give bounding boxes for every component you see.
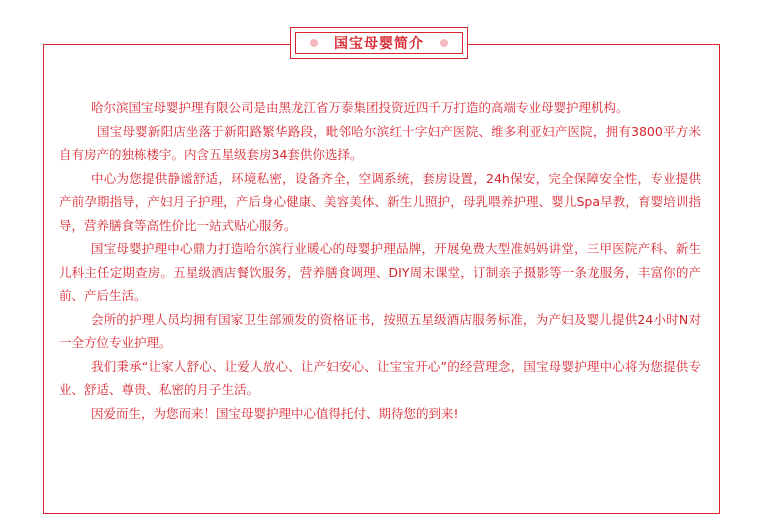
title-inner-border <box>295 32 463 54</box>
title-banner <box>290 27 468 59</box>
paragraph-closing: 因爱而生，为您而来！国宝母婴护理中心值得托付、期待您的到来! <box>91 405 459 421</box>
paragraph-company: 哈尔滨国宝母婴护理有限公司是由黑龙江省万泰集团投资近四千万打造的高端专业母婴护理机构。 <box>91 100 629 115</box>
paragraph-location: 国宝母婴新阳店坐落于新阳路繁华路段，毗邻哈尔滨红十字妇产医院、维多利亚妇产医院，拥有3800平方米自有房产的独栋楼宇。内含五星级套房34套供你选择。 <box>59 123 701 162</box>
intro-text <box>59 96 701 425</box>
decorative-dot-icon <box>440 39 448 47</box>
page-title: 国宝母婴简介 <box>334 36 424 52</box>
paragraph-staff: 会所的护理人员均拥有国家卫生部颁发的资格证书，按照五星级酒店服务标准，为产妇及婴儿提供24小时N对一全方位专业护理。 <box>59 311 701 350</box>
decorative-dot-icon <box>310 39 318 47</box>
paragraph-services: 中心为您提供静谧舒适，环境私密，设备齐全，空调系统，套房设置，24h保安，完全保障安全性，专业提供产前孕期指导，产妇月子护理，产后身心健康、美容美体、新生儿照护，母乳喂养护理、婴儿Spa早教，育婴培训指导，营养膳食等高性价比一站式贴心服务。 <box>59 170 701 233</box>
paragraph-brand: 国宝母婴护理中心鼎力打造哈尔滨行业暖心的母婴护理品牌，开展免费大型准妈妈讲堂，三甲医院产科、新生儿科主任定期查房。五星级酒店餐饮服务，营养膳食调理、DIY周末课堂，订制亲子摄影等一条龙服务，丰富你的产前、产后生活。 <box>59 241 701 303</box>
paragraph-philosophy: 我们秉承“让家人舒心、让爱人放心、让产妇安心、让宝宝开心”的经营理念，国宝母婴护理中心将为您提供专业、舒适、尊贵、私密的月子生活。 <box>59 358 701 397</box>
